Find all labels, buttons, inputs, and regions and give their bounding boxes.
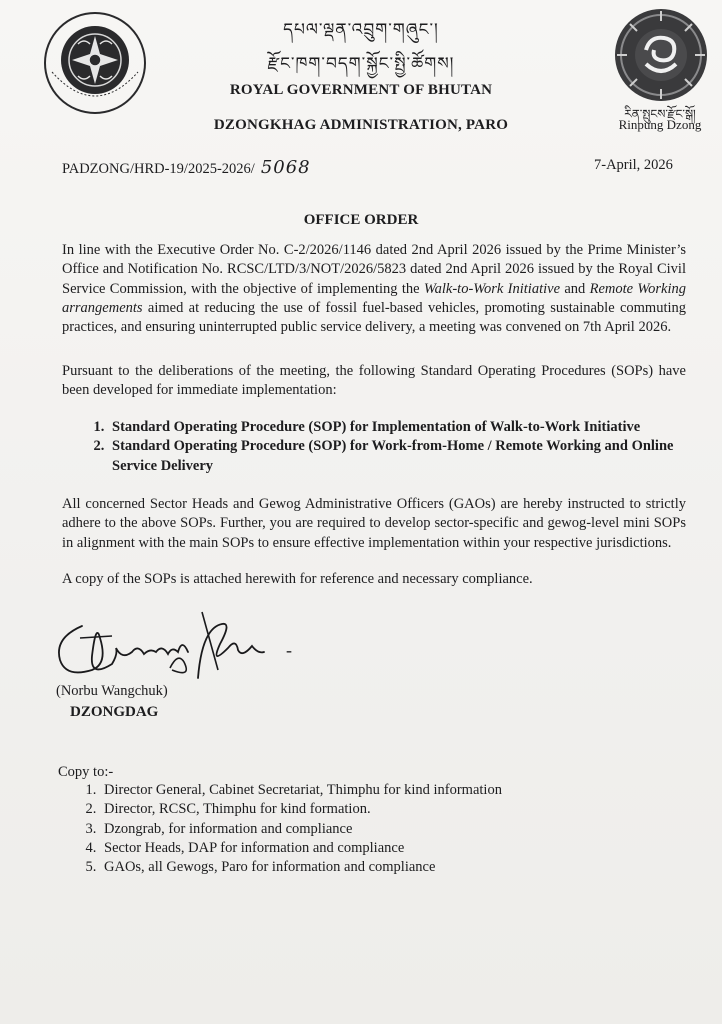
reference-prefix: PADZONG/HRD-19/2025-2026/ bbox=[62, 161, 255, 177]
dharma-wheel-emblem-icon bbox=[612, 6, 710, 104]
copy-to-list bbox=[76, 781, 700, 877]
reference-number bbox=[62, 157, 311, 178]
paragraph-1-text-b: and bbox=[560, 280, 590, 297]
administration-heading: DZONGKHAG ADMINISTRATION, PARO bbox=[213, 117, 509, 133]
copy-to-item: 4. Sector Heads, DAP for information and compliance bbox=[100, 839, 700, 858]
dzongkha-header-line-2: རྫོང་ཁག་བདག་སྐྱོང་སྤྱི་ཚོགས། bbox=[267, 54, 455, 74]
government-heading: ROYAL GOVERNMENT OF BHUTAN bbox=[229, 82, 493, 98]
copy-to-item: 2. Director, RCSC, Thimphu for kind formation. bbox=[100, 800, 700, 819]
rinpung-dzong-dzongkha-caption: རིན་སྤུངས་རྫོང་སྒོ། bbox=[624, 107, 696, 121]
paragraph-2: Pursuant to the deliberations of the meeting, the following Standard Operating Procedures (SOPs) have been developed for immediate implementation: bbox=[62, 363, 686, 399]
copy-to-item: 3. Dzongrab, for information and compliance bbox=[100, 820, 700, 839]
copy-to-item: 5. GAOs, all Gewogs, Paro for information and compliance bbox=[100, 858, 700, 877]
bhutan-emblem-icon bbox=[42, 10, 148, 116]
paragraph-1 bbox=[62, 241, 686, 337]
order-date: 7-April, 2026 bbox=[594, 157, 673, 173]
handwritten-reference-number: 5068 bbox=[260, 157, 311, 178]
paragraph-3: All concerned Sector Heads and Gewog Administrative Officers (GAOs) are hereby instructed to strictly adhere to the above SOPs. Further, you are required to develop sector-specific and gewog-level mini SOPs in alignment with the main SOPs to ensure effective implementation within your respective jurisdictions. bbox=[62, 496, 686, 551]
copy-to-label: Copy to:- bbox=[58, 764, 114, 780]
paragraph-1-italic-a: Walk-to-Work Initiative bbox=[423, 280, 561, 297]
paragraph-1-text-c: aimed at reducing the use of fossil fuel-based vehicles, promoting sustainable commuting practices, and ensuring uninterrupted public service delivery, a meeting was convened on 7th April 2026. bbox=[62, 299, 686, 336]
sop-list bbox=[84, 418, 708, 476]
paragraph-1-text-a: In line with the Executive Order No. C-2/2026/1146 dated 2nd April 2026 issued by the Prime Minister’s Office and Notification No. RCSC/LTD/3/NOT/2026/5823 dated 2nd April 2026 issued by the Royal Civil Service Commission, with the objective of implementing the bbox=[62, 242, 686, 297]
paragraph-4: A copy of the SOPs is attached herewith for reference and necessary compliance. bbox=[62, 571, 533, 587]
handwritten-signature bbox=[52, 608, 312, 690]
copy-to-item: 1. Director General, Cabinet Secretariat, Thimphu for kind information bbox=[100, 781, 700, 800]
signature-dash: - bbox=[286, 640, 292, 660]
sop-item: 2. Standard Operating Procedure (SOP) for Work-from-Home / Remote Working and Online Service Delivery bbox=[108, 437, 708, 476]
document-title: OFFICE ORDER bbox=[303, 212, 419, 228]
dzongkha-header-line-1: དཔལ་ལྡན་འབྲུག་གཞུང་། bbox=[283, 20, 439, 40]
signatory-title: DZONGDAG bbox=[70, 704, 159, 720]
paragraph-1-italic-b: Remote Working arrangements bbox=[62, 280, 686, 316]
signatory-name: (Norbu Wangchuk) bbox=[56, 683, 168, 699]
rinpung-dzong-caption: Rinpung Dzong bbox=[618, 117, 702, 132]
sop-item: 1. Standard Operating Procedure (SOP) for Implementation of Walk-to-Work Initiative bbox=[108, 418, 708, 437]
